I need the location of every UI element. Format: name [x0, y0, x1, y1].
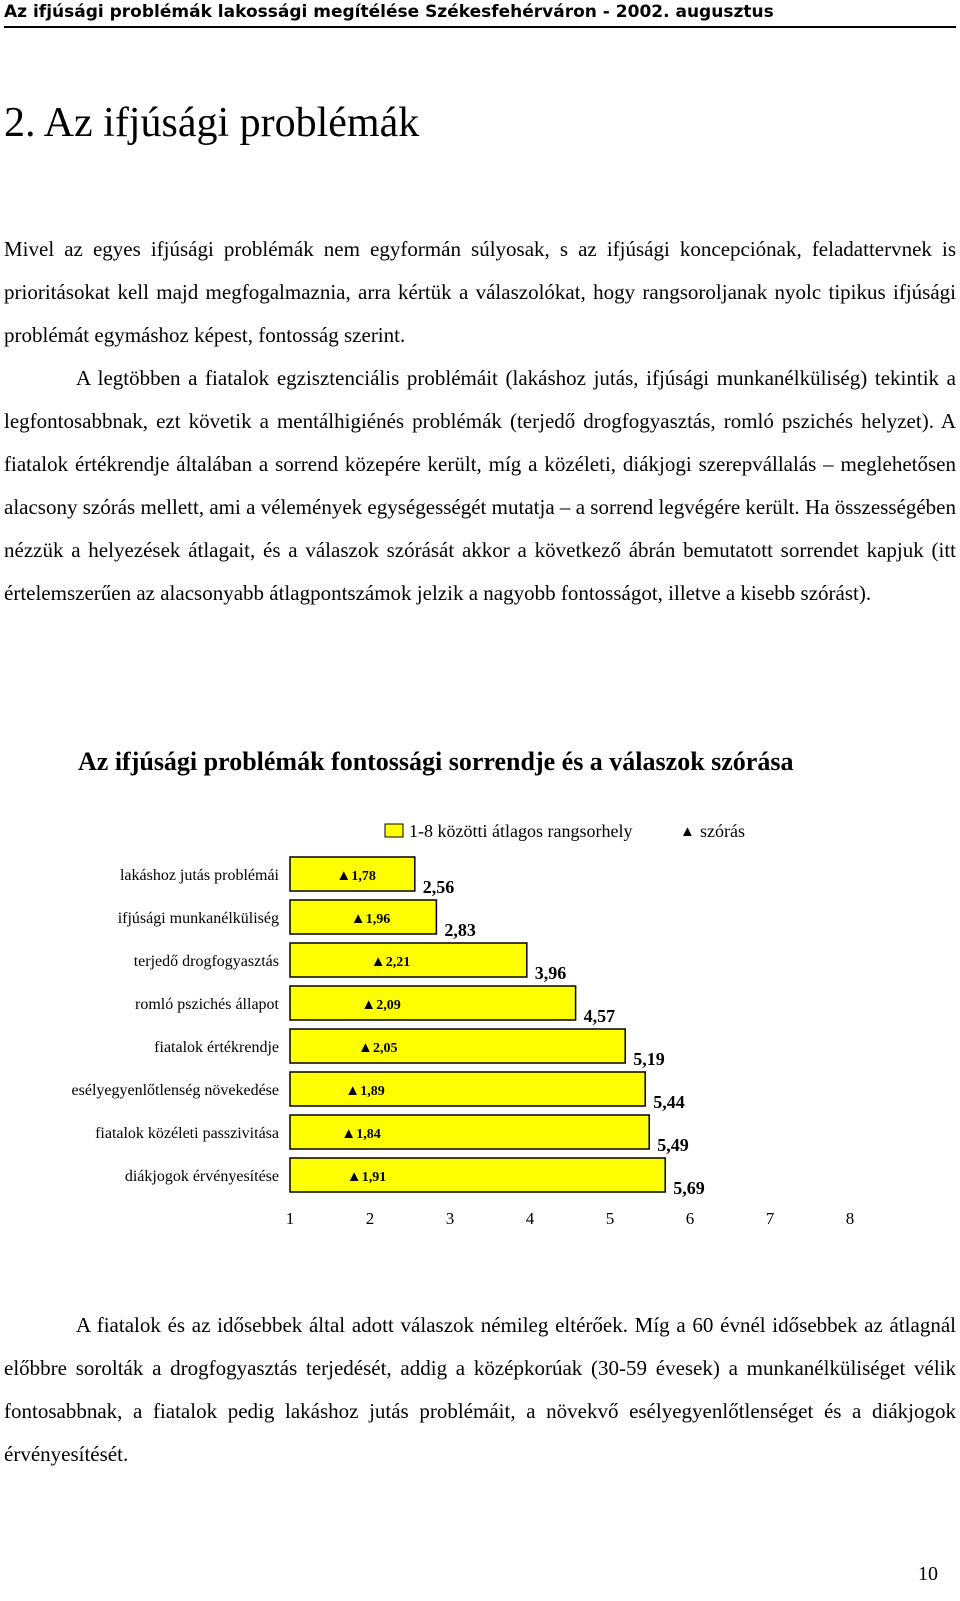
bar-value-label: 4,57 [583, 1006, 616, 1026]
deviation-marker: ▲ [350, 911, 366, 927]
bar-value-label: 5,19 [633, 1049, 665, 1069]
deviation-marker: ▲ [370, 954, 386, 970]
after-chart-paragraph-text: A fiatalok és az idősebbek által adott válaszok némileg eltérőek. Míg a 60 évnél idősebbek az átlagnál előbbre sorolták a drogfogyasztás terjedését, addig a középkorúak (30-59 évesek) a munkanélküliséget vélik fontosabbnak, a fiatalok pedig lakáshoz jutás problémáit, a növekvő esélyegyenlőtlenséget és a diákjogok érvényesítését. [4, 1313, 956, 1466]
x-tick-label: 4 [525, 1209, 535, 1228]
deviation-value-label: 2,09 [376, 998, 401, 1013]
bar [290, 986, 576, 1020]
deviation-marker: ▲ [341, 1126, 357, 1142]
deviation-marker: ▲ [336, 868, 352, 884]
deviation-marker: ▲ [358, 1040, 373, 1056]
chart-title: Az ifjúsági problémák fontossági sorrendje és a válaszok szórása [78, 747, 794, 776]
x-tick-label: 7 [765, 1209, 775, 1228]
category-label: fiatalok közéleti passzivitása [95, 1125, 279, 1142]
bar [290, 1029, 625, 1063]
deviation-value-label: 1,84 [356, 1127, 381, 1142]
category-label: fiatalok értékrendje [154, 1039, 279, 1056]
legend-marker-deviation: ▲ [680, 824, 695, 840]
category-label: romló pszichés állapot [135, 996, 279, 1013]
bar-value-label: 5,69 [673, 1178, 705, 1198]
x-tick-label: 6 [685, 1209, 695, 1228]
deviation-marker: ▲ [361, 997, 377, 1013]
bar [290, 1072, 645, 1106]
deviation-value-label: 1,91 [361, 1170, 387, 1185]
x-tick-label: 2 [365, 1209, 375, 1228]
intro-paragraph-part-2: A legtöbben a fiatalok egzisztenciális problémáit (lakáshoz jutás, ifjúsági munkanélküliség) tekintik a legfontosabbnak, ezt követik a mentálhigiénés problémák (terjedő drogfogyasztás, romló pszichés helyzet). A fiatalok értékrendje általában a sorrend közepére került, míg a közéleti, diákjogi szerepvállalás – meglehetősen alacsony szórás mellett, ami a vélemények egységességét mutatja – a sorrend legvégére került. Ha összességében nézzük a helyezések átlagait, és a válaszok szórását akkor a következő ábrán bemutatott sorrendet kapjuk (itt értelemszerűen az alacsonyabb átlagpontszámok jelzik a nagyobb fontosságot, illetve a kisebb szórást). [4, 366, 956, 605]
after-chart-paragraph [4, 1304, 956, 1476]
deviation-value-label: 2,21 [385, 955, 411, 970]
page-number: 10 [918, 1563, 938, 1585]
deviation-value-label: 1,89 [360, 1084, 385, 1099]
legend-label-average: 1-8 közötti átlagos rangsorhely [409, 821, 633, 841]
bar-value-label: 3,96 [534, 963, 567, 983]
category-label: esélyegyenlőtlenség növekedése [71, 1082, 279, 1099]
deviation-marker: ▲ [345, 1083, 361, 1099]
category-label: ifjúsági munkanélküliség [117, 910, 279, 927]
legend-swatch-average [385, 824, 403, 837]
intro-paragraph [4, 228, 956, 615]
bar-value-label: 2,56 [422, 877, 455, 897]
bar-value-label: 5,44 [653, 1092, 685, 1112]
x-tick-label: 1 [285, 1209, 295, 1228]
category-label: diákjogok érvényesítése [124, 1168, 279, 1185]
section-heading: 2. Az ifjúsági problémák [4, 100, 420, 146]
x-tick-label: 8 [845, 1209, 855, 1228]
category-label: lakáshoz jutás problémái [119, 867, 279, 884]
category-label: terjedő drogfogyasztás [133, 953, 279, 970]
x-tick-label: 5 [605, 1209, 615, 1228]
deviation-value-label: 2,05 [373, 1041, 398, 1056]
deviation-value-label: 1,78 [351, 869, 376, 884]
bar-value-label: 5,49 [657, 1135, 689, 1155]
deviation-value-label: 1,96 [365, 912, 391, 927]
x-tick-label: 3 [445, 1209, 455, 1228]
running-header: Az ifjúsági problémák lakossági megítélése Székesfehérváron - 2002. augusztus [4, 0, 956, 28]
intro-paragraph-part-1: Mivel az egyes ifjúsági problémák nem egyformán súlyosak, s az ifjúsági koncepciónak, feladattervnek is prioritásokat kell majd megfogalmaznia, arra kértük a válaszolókat, hogy rangsoroljanak nyolc tipikus ifjúsági problémát egymáshoz képest, fontosság szerint. [4, 237, 956, 347]
legend-label-deviation: szórás [700, 821, 745, 841]
bar-value-label: 2,83 [444, 920, 476, 940]
deviation-marker: ▲ [346, 1169, 362, 1185]
ranking-bar-chart [0, 800, 960, 1240]
